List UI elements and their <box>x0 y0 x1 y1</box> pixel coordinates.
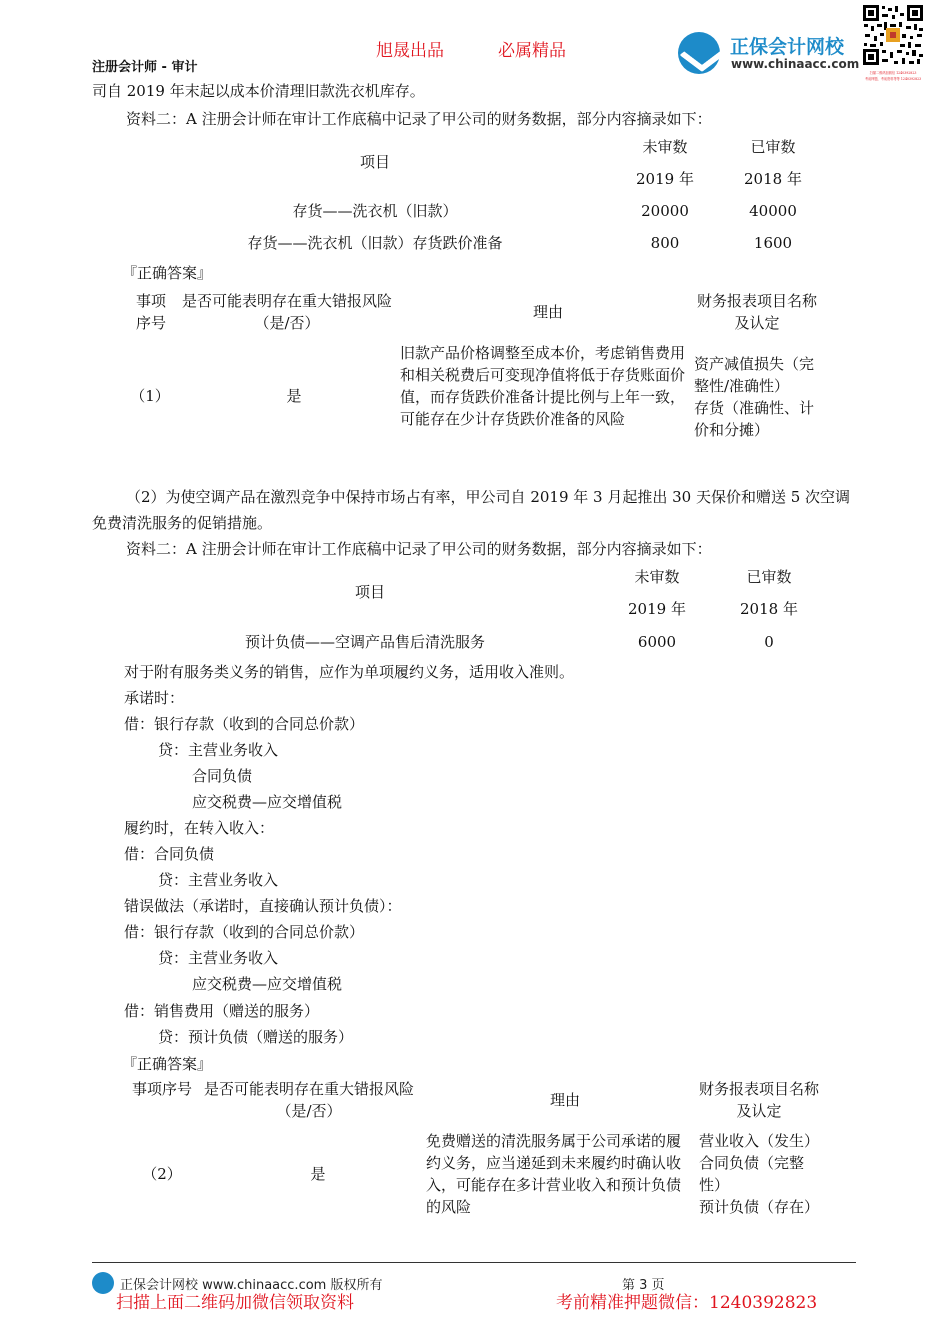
s2-ans-risk: 是 <box>310 1165 326 1183</box>
s1-ans-h-items: 财务报表项目名称及认定 <box>696 292 817 332</box>
s2-line-3: 贷：主营业务收入 <box>158 741 279 759</box>
s2-ans-items-3: 预计负债（存在） <box>699 1198 820 1216</box>
s1-col-item: 项目 <box>359 153 390 171</box>
s2-line-2: 借：银行存款（收到的合同总价款） <box>124 715 365 733</box>
section1-heading: 资料二：A 注册会计师在审计工作底稿中记录了甲公司的财务数据，部分内容摘录如下： <box>126 110 712 128</box>
s1-row1-item: 存货——洗衣机（旧款） <box>292 202 458 220</box>
s2-line-14: 贷：预计负债（赠送的服务） <box>158 1028 354 1046</box>
s2-col-audited: 已审数 <box>746 568 792 586</box>
s2-ans-items-1: 营业收入（发生） <box>699 1132 820 1150</box>
logo-url: www.chinaacc.com <box>731 57 860 71</box>
header-brand-right: 必属精品 <box>498 41 566 61</box>
s2-ans-h-risk: 是否可能表明存在重大错报风险（是/否） <box>203 1080 414 1120</box>
s1-row2-item: 存货——洗衣机（旧款）存货跌价准备 <box>247 234 503 252</box>
footer-page: 第 3 页 <box>622 1278 665 1293</box>
s1-ans-items-2: 存货（准确性、计价和分摊） <box>694 399 815 439</box>
s1-row2-unaudited: 800 <box>650 234 680 252</box>
s1-col-unaudited: 未审数 <box>642 138 688 156</box>
s2-line-11: 贷：主营业务收入 <box>158 949 279 967</box>
s2-line-6: 履约时，在转入收入： <box>124 819 275 837</box>
s1-ans-h-reason: 理由 <box>532 303 563 321</box>
footer-red-right: 考前精准押题微信：1240392823 <box>556 1293 818 1313</box>
s2-line-4: 合同负债 <box>192 767 253 785</box>
s2-line-8: 贷：主营业务收入 <box>158 871 279 889</box>
s1-ans-items-1: 资产减值损失（完整性/准确性） <box>694 355 815 395</box>
s1-year-unaudited: 2019 年 <box>636 170 694 188</box>
s1-ans-h-no: 事项序号 <box>135 292 166 332</box>
s2-ans-reason: 免费赠送的清洗服务属于公司承诺的履约义务，应当递延到未来履约时确认收入，可能存在多计营业收入和预计负债的风险 <box>426 1132 682 1216</box>
s2-line-5: 应交税费—应交增值税 <box>192 793 343 811</box>
s1-ans-risk: 是 <box>286 387 302 405</box>
s2-year-unaudited: 2019 年 <box>628 600 686 618</box>
s2-line-0: 对于附有服务类义务的销售，应作为单项履约义务，适用收入准则。 <box>124 663 575 681</box>
logo-name: 正保会计网校 <box>730 36 845 58</box>
s1-answer-label: 『正确答案』 <box>122 264 213 282</box>
s2-answer-label: 『正确答案』 <box>122 1055 213 1073</box>
intro-line: 司自 2019 年末起以成本价清理旧款洗衣机库存。 <box>92 82 425 100</box>
section2-para: （2）为使空调产品在激烈竞争中保持市场占有率，甲公司自 2019 年 3 月起推出 30 天保价和赠送 5 次空调免费清洗服务的促销措施。 <box>92 488 851 532</box>
logo-icon <box>678 32 720 74</box>
s2-line-9: 错误做法（承诺时，直接确认预计负债）： <box>124 897 402 915</box>
footer-copyright: 正保会计网校 www.chinaacc.com 版权所有 <box>120 1278 383 1293</box>
header-brand-left: 旭晟出品 <box>376 41 444 61</box>
section2-heading: 资料二：A 注册会计师在审计工作底稿中记录了甲公司的财务数据，部分内容摘录如下： <box>126 540 712 558</box>
s2-row1-unaudited: 6000 <box>637 633 677 651</box>
s1-col-audited: 已审数 <box>750 138 796 156</box>
s2-year-audited: 2018 年 <box>740 600 798 618</box>
s2-ans-h-no: 事项序号 <box>132 1080 193 1098</box>
qr-caption-2: 考前押题，考前资料等等 1240392823 <box>864 77 922 81</box>
footer-divider <box>92 1262 856 1263</box>
s2-row1-audited: 0 <box>764 633 774 651</box>
s1-ans-reason: 旧款产品价格调整至成本价，考虑销售费用和相关税费后可变现净值将低于存货账面价值，而存货跌价准备计提比例与上年一致，可能存在少计存货跌价准备的风险 <box>400 344 686 428</box>
s2-line-12: 应交税费—应交增值税 <box>192 975 343 993</box>
s1-year-audited: 2018 年 <box>744 170 802 188</box>
s2-ans-items-2: 合同负债（完整性） <box>699 1154 805 1194</box>
s2-row1-item: 预计负债——空调产品售后清洗服务 <box>244 633 485 651</box>
s1-ans-no: （1） <box>130 387 170 405</box>
subject-title: 注册会计师 - 审计 <box>92 60 198 75</box>
s1-row1-audited: 40000 <box>749 202 797 220</box>
s2-col-unaudited: 未审数 <box>634 568 680 586</box>
s1-row1-unaudited: 20000 <box>641 202 689 220</box>
qr-code-icon[interactable] <box>862 4 924 86</box>
footer-red-left: 扫描上面二维码加微信领取资料 <box>116 1293 354 1313</box>
footer-logo-icon <box>92 1272 114 1294</box>
s2-line-10: 借：银行存款（收到的合同总价款） <box>124 923 365 941</box>
s2-line-7: 借：合同负债 <box>124 845 215 863</box>
s2-ans-h-reason: 理由 <box>549 1091 580 1109</box>
s2-line-1: 承诺时： <box>124 689 185 707</box>
s2-ans-h-items: 财务报表项目名称及认定 <box>698 1080 819 1120</box>
s1-ans-h-risk: 是否可能表明存在重大错报风险（是/否） <box>182 292 393 332</box>
s2-col-item: 项目 <box>354 583 385 601</box>
qr-caption-1: 扫描二维码加微信 1240392823 <box>869 71 917 75</box>
s2-ans-no: （2） <box>142 1165 182 1183</box>
s2-line-13: 借：销售费用（赠送的服务） <box>124 1002 320 1020</box>
s1-row2-audited: 1600 <box>753 234 793 252</box>
